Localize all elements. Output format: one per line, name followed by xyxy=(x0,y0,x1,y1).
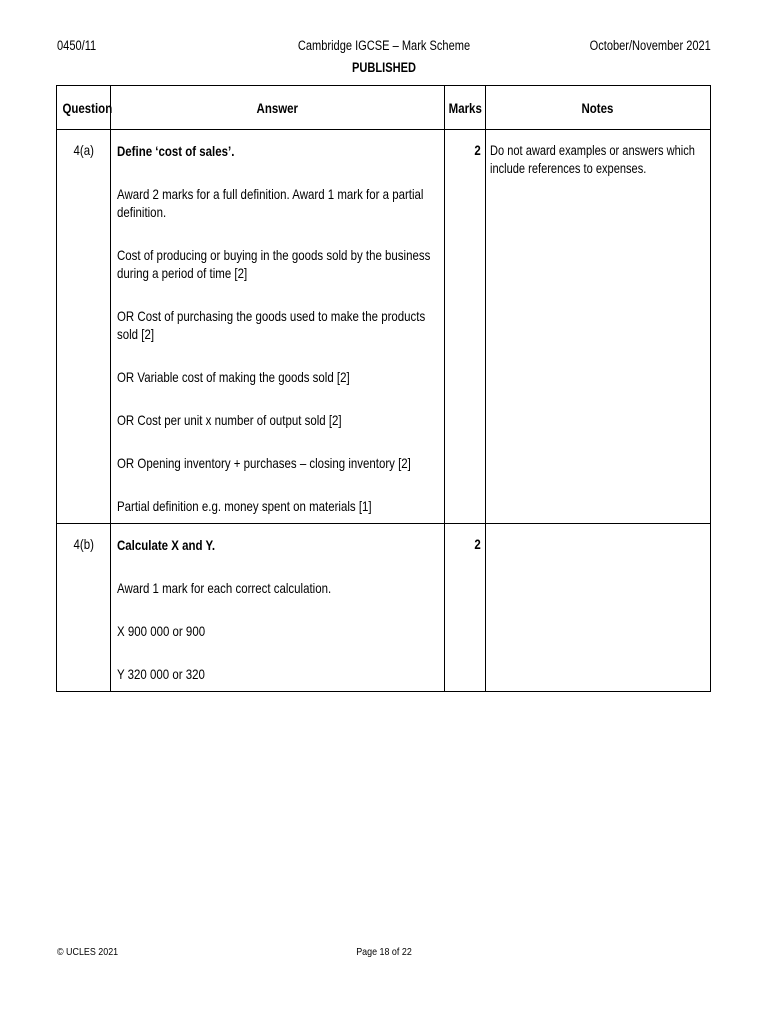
answer-line: X 900 000 or 900 xyxy=(117,623,206,639)
notes-cell xyxy=(485,524,710,692)
column-header-question: Question xyxy=(57,86,111,130)
question-number: 4(b) xyxy=(57,524,111,692)
answer-line: Award 2 marks for a full definition. Award 1 mark for a partial definition. xyxy=(117,186,424,220)
copyright: © UCLES 2021 xyxy=(57,946,119,958)
answer-line: OR Opening inventory + purchases – closing inventory [2] xyxy=(117,455,411,471)
answer-line: Cost of producing or buying in the goods sold by the business during a period of time [2] xyxy=(117,247,431,281)
answer-line: OR Cost of purchasing the goods used to make the products sold [2] xyxy=(117,308,426,342)
table-header-row xyxy=(57,86,711,130)
answer-cell xyxy=(111,130,445,524)
page-number: Page 18 of 22 xyxy=(356,946,412,958)
answer-prompt: Define ‘cost of sales’. xyxy=(117,143,235,159)
column-header-marks: Marks xyxy=(444,86,485,130)
answer-line: OR Cost per unit x number of output sold [2] xyxy=(117,412,342,428)
column-header-answer: Answer xyxy=(111,86,445,130)
answer-cell xyxy=(111,524,445,692)
mark-scheme-table xyxy=(56,85,711,692)
paper-code: 0450/11 xyxy=(57,38,97,53)
marks-value: 2 xyxy=(444,130,485,524)
marks-value: 2 xyxy=(444,524,485,692)
exam-session: October/November 2021 xyxy=(589,38,711,53)
document-title: Cambridge IGCSE – Mark Scheme xyxy=(297,38,471,53)
answer-line: Y 320 000 or 320 xyxy=(117,666,205,682)
answer-line: Award 1 mark for each correct calculation. xyxy=(117,580,332,596)
table-row xyxy=(57,130,711,524)
answer-prompt: Calculate X and Y. xyxy=(117,537,216,553)
column-header-notes: Notes xyxy=(485,86,710,130)
answer-line: OR Variable cost of making the goods sold [2] xyxy=(117,369,350,385)
answer-line: Partial definition e.g. money spent on materials [1] xyxy=(117,498,372,514)
table-row xyxy=(57,524,711,692)
notes-text: Do not award examples or answers which include references to expenses. xyxy=(489,143,695,176)
question-number: 4(a) xyxy=(57,130,111,524)
notes-cell xyxy=(485,130,710,524)
published-label: PUBLISHED xyxy=(352,60,416,75)
